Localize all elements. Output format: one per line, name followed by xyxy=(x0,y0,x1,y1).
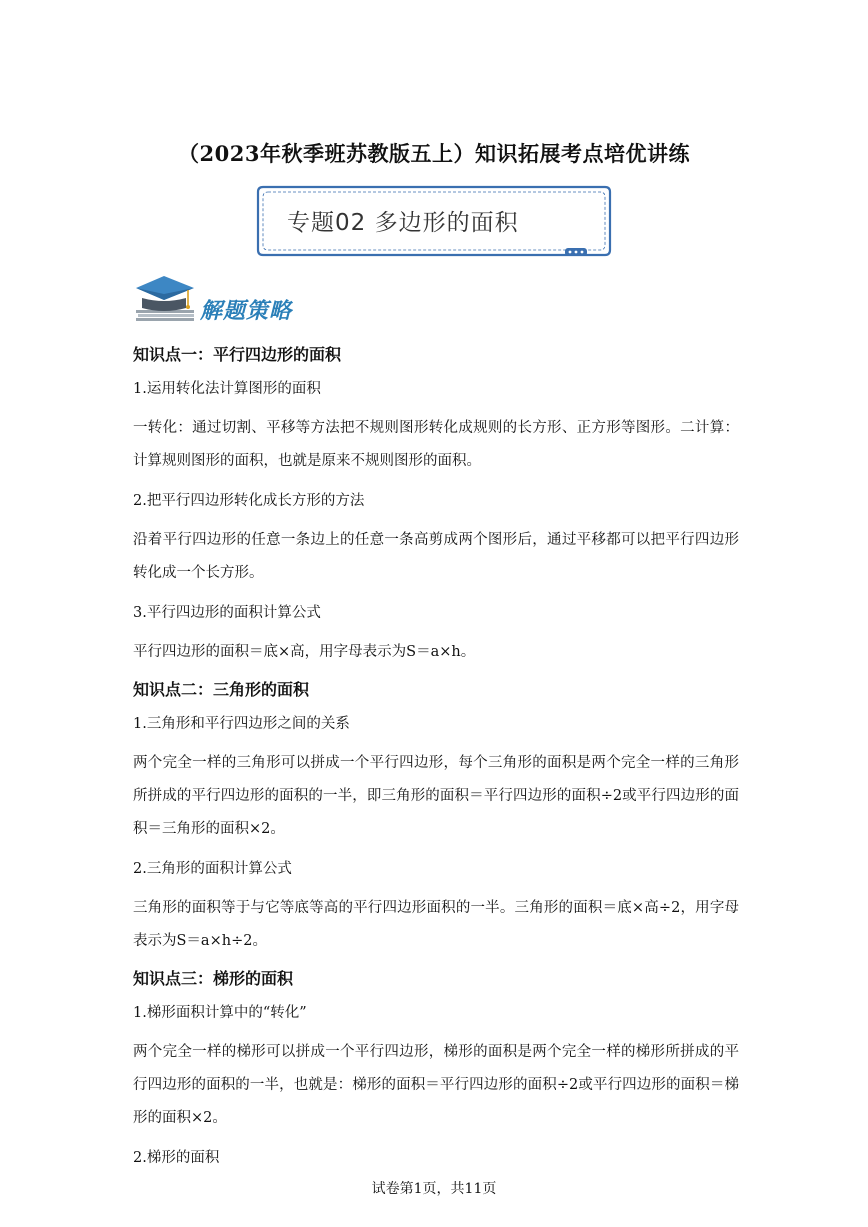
page-footer: 试卷第1页，共11页 xyxy=(371,1181,497,1197)
section-heading: 知识点三：梯形的面积 xyxy=(133,969,294,988)
subheading: 1.运用转化法计算图形的面积 xyxy=(133,381,321,397)
strategy-header xyxy=(134,272,334,324)
subheading: 1.三角形和平行四边形之间的关系 xyxy=(133,716,350,732)
topic-banner xyxy=(255,184,613,258)
graduation-cap-icon xyxy=(134,272,198,324)
subheading: 1.梯形面积计算中的“转化” xyxy=(133,1005,307,1021)
subheading: 3.平行四边形的面积计算公式 xyxy=(133,605,321,621)
topic-title: 专题02 多边形的面积 xyxy=(287,210,519,236)
paragraph: 两个完全一样的三角形可以拼成一个平行四边形，每个三角形的面积是两个完全一样的三角形所拼成的平行四边形的面积的一半，即三角形的面积＝平行四边形的面积÷2或平行四边形的面积＝三角形的面积×2。 xyxy=(133,755,739,837)
section-heading: 知识点二：三角形的面积 xyxy=(133,680,310,699)
paragraph: 三角形的面积等于与它等底等高的平行四边形面积的一半。三角形的面积＝底×高÷2，用字母表示为S＝a×h÷2。 xyxy=(133,900,739,949)
document-title: （2023年秋季班苏教版五上）知识拓展考点培优讲练 xyxy=(178,141,690,166)
section-heading: 知识点一：平行四边形的面积 xyxy=(133,345,342,364)
subheading: 2.三角形的面积计算公式 xyxy=(133,861,292,877)
strategy-label: 解题策略 xyxy=(200,299,293,324)
paragraph: 平行四边形的面积＝底×高，用字母表示为S＝a×h。 xyxy=(133,644,476,660)
document-body xyxy=(133,334,739,1181)
paragraph: 一转化：通过切割、平移等方法把不规则图形转化成规则的长方形、正方形等图形。二计算：计算规则图形的面积，也就是原来不规则图形的面积。 xyxy=(133,420,739,469)
paragraph: 两个完全一样的梯形可以拼成一个平行四边形，梯形的面积是两个完全一样的梯形所拼成的平行四边形的面积的一半，也就是：梯形的面积＝平行四边形的面积÷2或平行四边形的面积＝梯形的面积×2。 xyxy=(133,1044,739,1126)
subheading: 2.把平行四边形转化成长方形的方法 xyxy=(133,493,365,509)
subheading: 2.梯形的面积 xyxy=(133,1150,220,1166)
paragraph: 沿着平行四边形的任意一条边上的任意一条高剪成两个图形后，通过平移都可以把平行四边形转化成一个长方形。 xyxy=(133,532,739,581)
